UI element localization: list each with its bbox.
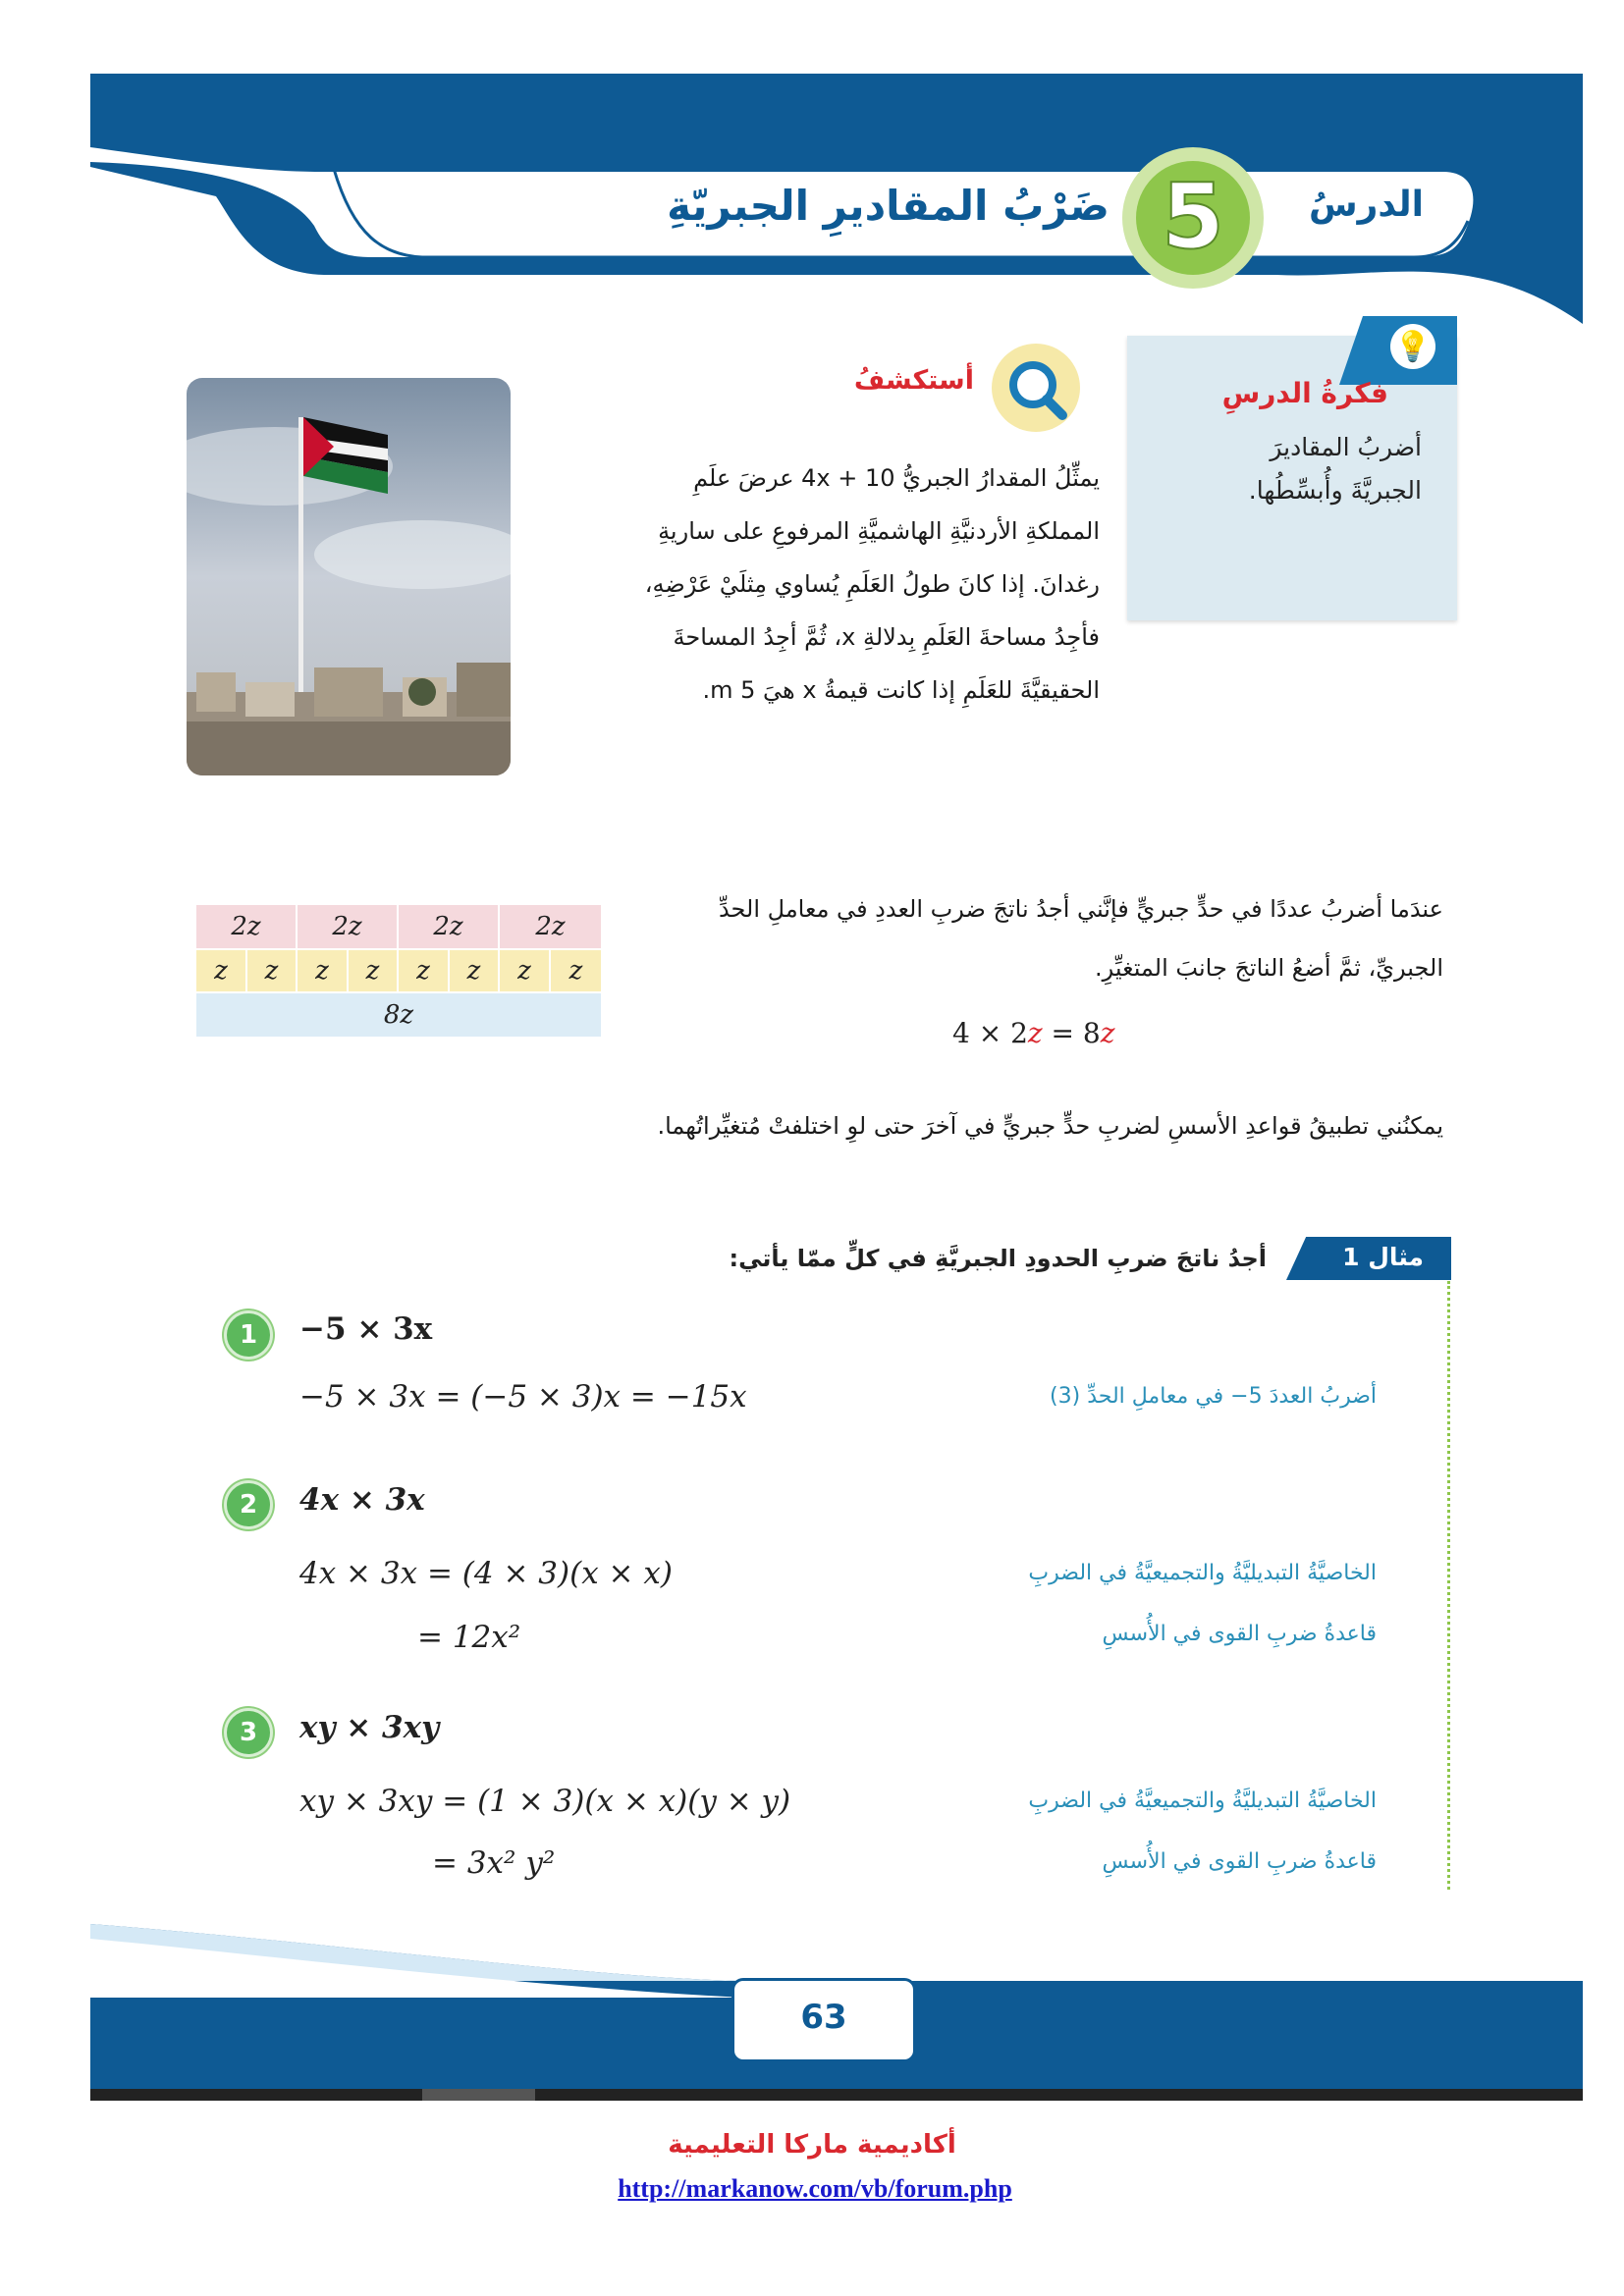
item-step: xy × 3xy = (1 × 3)(x × x)(y × y) — [299, 1784, 791, 1819]
tile-z: z — [551, 950, 601, 991]
item-note: قاعدةُ ضربِ القوى في الأُسسِ — [1102, 1849, 1377, 1874]
explore-line: الحقيقيَّةَ للعَلَمِ إذا كانت قيمةُ x هيَ 5 m. — [702, 676, 1100, 704]
example-badge: مثال 1 — [1342, 1243, 1424, 1271]
example-divider — [1447, 1281, 1450, 1890]
lesson-number: 5 — [1161, 164, 1224, 269]
tile-z: z — [298, 950, 347, 991]
item-problem: 4x × 3x — [299, 1482, 425, 1518]
item-note: أضربُ العددَ 5− في معاملِ الحدِّ (3) — [1050, 1384, 1377, 1409]
item-note: قاعدةُ ضربِ القوى في الأُسسِ — [1102, 1622, 1377, 1646]
explore-text — [550, 452, 1100, 717]
item-step: = 12x² — [417, 1620, 521, 1655]
item-note: الخاصيَّةُ التبديليَّةُ والتجميعيَّةُ في الضربِ — [1028, 1561, 1377, 1585]
item-step: −5 × 3x = (−5 × 3)x = −15x — [299, 1379, 747, 1415]
tile-2z: 2z — [298, 905, 397, 948]
search-icon — [992, 344, 1080, 432]
lesson-label: الدرسُ — [1308, 185, 1424, 225]
explore-line: يمثِّلُ المقدارُ الجبريُّ 10 + 4x عرضَ علَمِ — [693, 464, 1100, 492]
algebra-tile-grid — [196, 905, 601, 1039]
tile-z: z — [500, 950, 549, 991]
equation-var: z — [1027, 1017, 1043, 1049]
equation-eq: = 8 — [1042, 1017, 1101, 1049]
idea-box-title: فكرةُ الدرسِ — [1221, 377, 1388, 409]
item-note: الخاصيَّةُ التبديليَّةُ والتجميعيَّةُ في الضربِ — [1028, 1789, 1377, 1813]
tile-2z: 2z — [399, 905, 498, 948]
intro-equation — [952, 1017, 1115, 1049]
tile-2z: 2z — [500, 905, 601, 948]
header-band — [0, 0, 1624, 334]
lightbulb-icon: 💡 — [1390, 324, 1435, 369]
item-problem: xy × 3xy — [299, 1710, 440, 1745]
footer-link[interactable]: http://markanow.com/vb/forum.php — [618, 2174, 1012, 2203]
flag-photo — [187, 378, 511, 775]
intro-line-1: عندَما أضربُ عددًا في حدٍّ جبريٍّ فإنَّني أجدُ ناتجَ ضربِ العددِ في معاملِ الحدِّ — [718, 895, 1443, 923]
tile-z: z — [450, 950, 498, 991]
page-number: 63 — [800, 1998, 847, 2037]
idea-box-text: أضربُ المقاديرَ الجبريَّةَ وأُبسِّطُها. — [1248, 433, 1422, 505]
example-instruction: أجدُ ناتجَ ضربِ الحدودِ الجبريَّةِ في كلٍّ ممّا يأتي: — [729, 1245, 1267, 1272]
equation-lhs: 4 × 2 — [952, 1017, 1028, 1049]
equation-var2: z — [1100, 1017, 1115, 1049]
item-step: 4x × 3x = (4 × 3)(x × x) — [299, 1556, 673, 1591]
item-number-badge: 2 — [224, 1480, 273, 1529]
lesson-title: ضَرْبُ المقاديرِ الجبريّةِ — [667, 182, 1110, 230]
explore-line: المملكةِ الأردنيَّةِ الهاشميَّةِ المرفوعِ على ساريةِ — [658, 517, 1100, 545]
idea-box — [1127, 329, 1457, 620]
explore-line: فأجِدُ مساحةَ العَلَمِ بِدلالةِ x، ثُمَّ أجِدُ المساحةَ — [673, 623, 1100, 651]
tile-z: z — [247, 950, 296, 991]
tile-z: z — [196, 950, 245, 991]
footer-academy: أكاديمية ماركا التعليمية — [668, 2130, 956, 2160]
explore-line: رغدانَ. إذا كانَ طولُ العَلَمِ يُساوي مِثلَيْ عَرْضِهِ، — [644, 570, 1100, 598]
item-step: = 3x² y² — [432, 1845, 556, 1881]
intro-line-2: الجبريِّ، ثمَّ أضعُ الناتجَ جانبَ المتغيِّرِ. — [1095, 954, 1443, 982]
item-number-badge: 3 — [224, 1708, 273, 1757]
tile-z: z — [399, 950, 448, 991]
item-number-badge: 1 — [224, 1310, 273, 1360]
item-problem: −5 × 3x — [299, 1311, 433, 1347]
tile-2z: 2z — [196, 905, 296, 948]
explore-label: أستكشفُ — [853, 365, 974, 396]
tile-z: z — [349, 950, 397, 991]
tile-8z: 8z — [196, 993, 601, 1037]
rule-text: يمكنُني تطبيقُ قواعدِ الأسسِ لضربِ حدٍّ جبريٍّ في آخرَ حتى لوِ اختلفتْ مُتغيِّراتُهما. — [657, 1112, 1443, 1140]
